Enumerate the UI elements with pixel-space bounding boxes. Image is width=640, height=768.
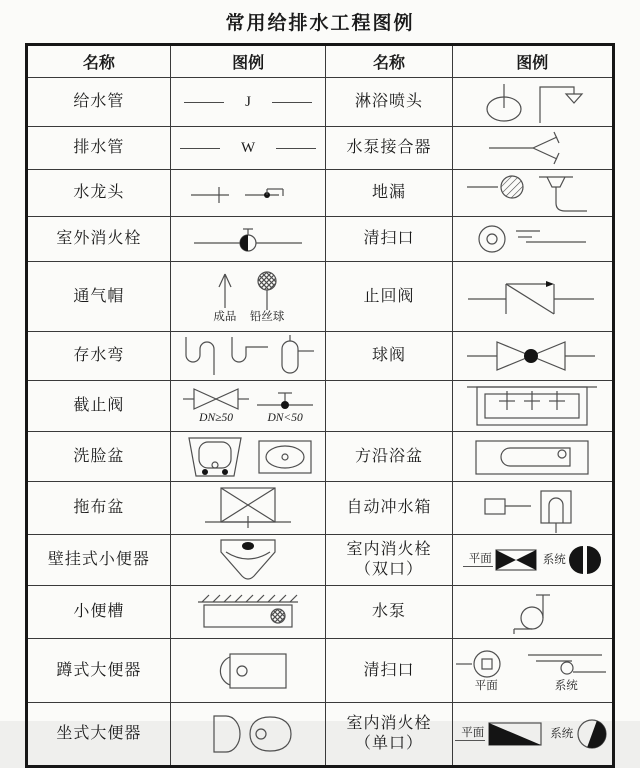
- item-name: 存水弯: [27, 332, 171, 381]
- seated-toilet-symbol: [198, 711, 298, 757]
- legend-cell: [170, 535, 326, 586]
- legend-cell: [170, 586, 326, 639]
- legend-cell: [170, 703, 326, 767]
- wall-urinal-symbol: [214, 536, 282, 584]
- drain-pipe-symbol: [173, 140, 324, 157]
- item-name: 壁挂式小便器: [27, 535, 171, 586]
- page-title: 常用给排水工程图例: [225, 13, 415, 34]
- water-supply-pipe-symbol: [173, 94, 324, 111]
- item-name: 给水管: [27, 78, 171, 127]
- pipe-letter: J: [245, 93, 251, 110]
- item-name: 室内消火栓 （双口）: [326, 535, 452, 586]
- pipe-line: [276, 148, 316, 149]
- header-legend-left: 图例: [170, 45, 326, 78]
- legend-cell: [170, 332, 326, 381]
- indoor-hydrant-double-system-symbol: [568, 544, 602, 576]
- legend-cell: [452, 535, 613, 586]
- pipe-letter: W: [241, 139, 256, 156]
- vent-cap-wire-ball-symbol: [254, 270, 280, 310]
- check-valve-symbol: [468, 275, 596, 319]
- item-name: 自动冲水箱: [326, 482, 452, 535]
- item-name: 止回阀: [326, 262, 452, 332]
- legend-cell: [170, 127, 326, 170]
- legend-cell: [452, 586, 613, 639]
- item-name: 水泵接合器: [326, 127, 452, 170]
- item-name: 拖布盆: [27, 482, 171, 535]
- shower-head-symbol: [478, 79, 586, 125]
- item-name: 淋浴喷头: [326, 78, 452, 127]
- item-name: 蹲式大便器: [27, 639, 171, 703]
- item-name: 排水管: [27, 127, 171, 170]
- item-name: 球阀: [326, 332, 452, 381]
- item-name: 截止阀: [27, 381, 171, 432]
- cleanout-symbol: [472, 222, 592, 256]
- legend-cell: [452, 170, 613, 217]
- pump-coupler-symbol: [487, 131, 577, 165]
- pipe-line: [184, 102, 224, 103]
- header-legend-right: 图例: [452, 45, 613, 78]
- indoor-hydrant-single-system-symbol: [575, 717, 609, 751]
- legend-cell: [170, 381, 326, 432]
- item-name: 室外消火栓: [27, 217, 171, 262]
- symbol-label: 平面: [463, 553, 493, 568]
- urinal-trough-symbol: [190, 592, 306, 632]
- vent-cap-finished-symbol: [212, 270, 238, 310]
- symbol-label: DN≥50: [199, 412, 233, 425]
- item-name: 通气帽: [27, 262, 171, 332]
- legend-cell: [170, 262, 326, 332]
- symbol-label: 平面: [474, 679, 498, 692]
- square-rim-bathtub-symbol: [468, 436, 596, 478]
- symbol-label: DN<50: [267, 412, 303, 425]
- trap-symbols: [178, 333, 318, 379]
- symbol-label: 系统: [554, 679, 578, 692]
- pipe-line: [180, 148, 220, 149]
- item-name: 地漏: [326, 170, 452, 217]
- symbol-label: 系统: [550, 727, 574, 740]
- item-name: 方沿浴盆: [326, 432, 452, 482]
- legend-cell: [452, 381, 613, 432]
- legend-cell: [452, 432, 613, 482]
- legend-cell: [170, 170, 326, 217]
- cleanout-plan-symbol: [456, 649, 516, 679]
- item-name: 清扫口: [326, 217, 452, 262]
- legend-cell: [452, 217, 613, 262]
- legend-table: [25, 43, 615, 768]
- legend-cell: [452, 332, 613, 381]
- symbol-label: 成品: [213, 310, 237, 323]
- legend-cell: [452, 78, 613, 127]
- pipe-line: [272, 102, 312, 103]
- legend-cell: [452, 262, 613, 332]
- header-name-right: 名称: [326, 45, 452, 78]
- cleanout-system-symbol: [524, 649, 608, 679]
- squat-toilet-symbol: [202, 648, 294, 694]
- ball-valve-symbol: [467, 336, 597, 376]
- item-name: 水泵: [326, 586, 452, 639]
- item-name: [326, 381, 452, 432]
- legend-cell: [452, 703, 613, 767]
- item-name: 室内消火栓 （单口）: [326, 703, 452, 767]
- water-pump-symbol: [504, 587, 560, 637]
- legend-cell: [170, 217, 326, 262]
- mop-basin-symbol: [202, 485, 294, 531]
- bathtub-plan-symbol: [467, 382, 597, 430]
- washbasin-symbol-2: [257, 438, 313, 476]
- washbasin-symbol-1: [183, 435, 247, 479]
- symbol-label: 平面: [455, 727, 485, 742]
- legend-cell: [452, 127, 613, 170]
- auto-flush-tank-symbol: [477, 483, 587, 533]
- symbol-label: 铅丝球: [249, 310, 285, 323]
- symbol-label: 系统: [542, 553, 566, 566]
- legend-cell: [452, 639, 613, 703]
- stop-valve-large-symbol: [183, 387, 249, 411]
- legend-cell: [170, 78, 326, 127]
- item-name: 洗脸盆: [27, 432, 171, 482]
- legend-cell: [452, 482, 613, 535]
- item-name: 坐式大便器: [27, 703, 171, 767]
- legend-cell: [170, 639, 326, 703]
- item-name: 水龙头: [27, 170, 171, 217]
- stop-valve-small-symbol: [257, 387, 313, 411]
- indoor-hydrant-double-plan-symbol: [495, 547, 537, 573]
- legend-cell: [170, 432, 326, 482]
- item-name: 小便槽: [27, 586, 171, 639]
- faucet-symbol: [189, 180, 307, 206]
- item-name: 清扫口: [326, 639, 452, 703]
- header-name-left: 名称: [27, 45, 171, 78]
- indoor-hydrant-single-plan-symbol: [487, 721, 543, 747]
- outdoor-hydrant-symbol: [192, 224, 304, 254]
- floor-drain-symbol: [467, 171, 597, 215]
- legend-cell: [170, 482, 326, 535]
